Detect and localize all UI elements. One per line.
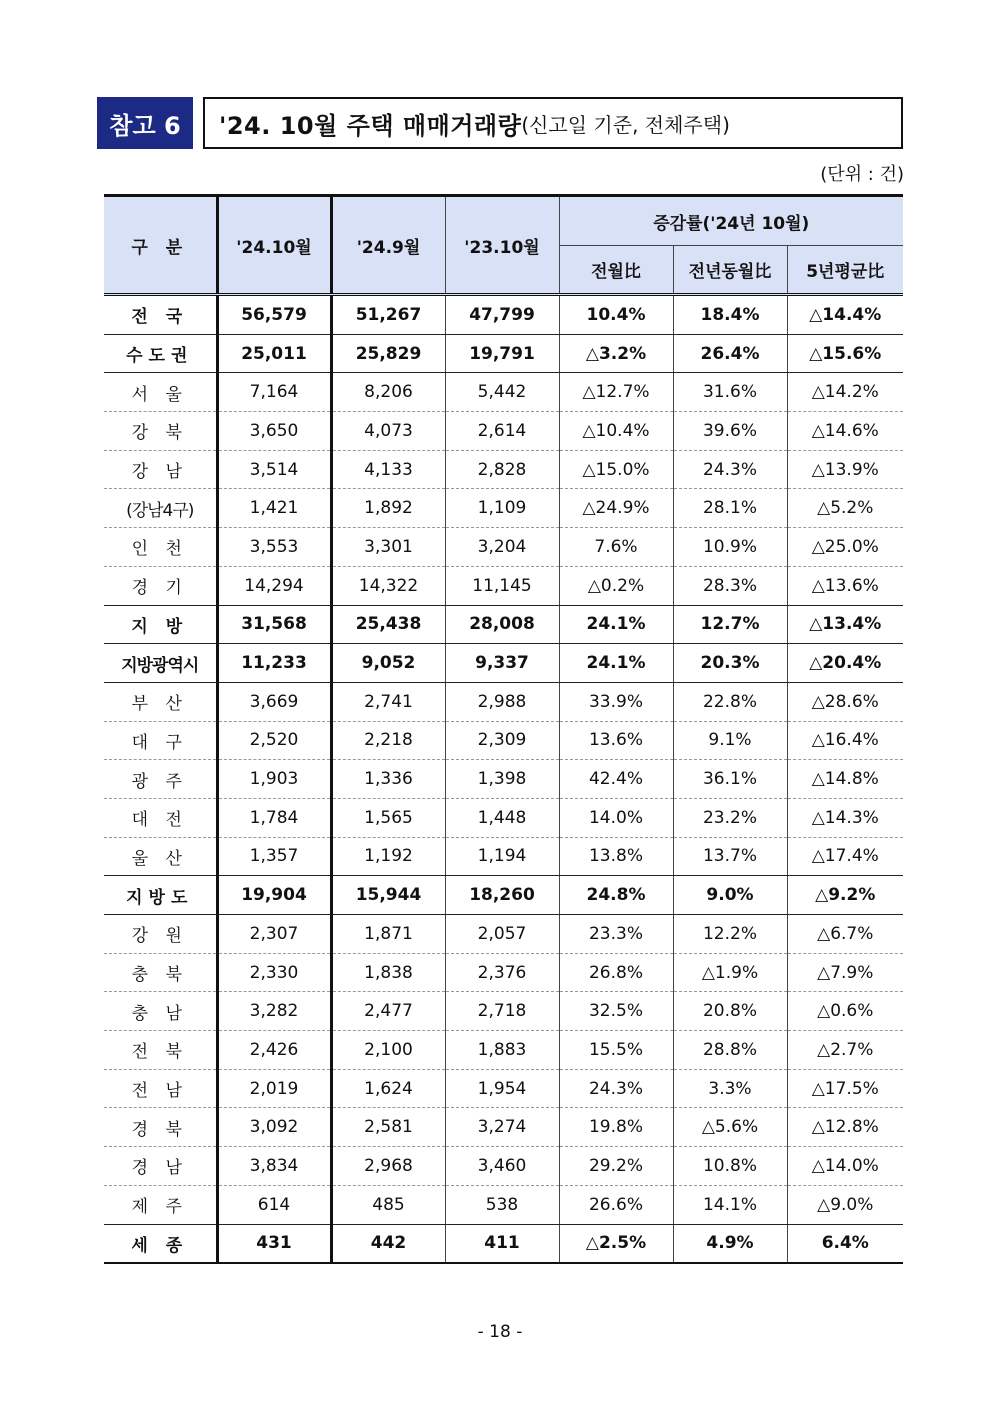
table-row: [104, 876, 903, 915]
value-2410-cell: 3,669: [217, 682, 331, 721]
region-cell: 수도권: [104, 334, 217, 373]
table-row: [104, 412, 903, 451]
value-2409-cell: 442: [331, 1224, 445, 1263]
table-row: [104, 528, 903, 567]
value-2409-cell: 2,477: [331, 992, 445, 1031]
region-cell: 경 남: [104, 1147, 217, 1186]
five-year-rate-cell: △28.6%: [787, 682, 903, 721]
value-2310-cell: 3,204: [445, 528, 559, 567]
region-cell: 광 주: [104, 760, 217, 799]
value-2310-cell: 2,828: [445, 450, 559, 489]
value-2310-cell: 3,460: [445, 1147, 559, 1186]
table-row: [104, 721, 903, 760]
region-cell: 충 북: [104, 953, 217, 992]
title-box: [203, 97, 903, 149]
table-row: [104, 1224, 903, 1263]
value-2310-cell: 1,448: [445, 798, 559, 837]
mom-rate-cell: 15.5%: [559, 1031, 673, 1070]
value-2310-cell: 1,109: [445, 489, 559, 528]
value-2409-cell: 25,829: [331, 334, 445, 373]
mom-rate-cell: 32.5%: [559, 992, 673, 1031]
region-cell: 전 국: [104, 295, 217, 335]
value-2310-cell: 5,442: [445, 373, 559, 412]
mom-rate-cell: 13.6%: [559, 721, 673, 760]
region-cell: 지방도: [104, 876, 217, 915]
value-2410-cell: 3,553: [217, 528, 331, 567]
value-2310-cell: 1,194: [445, 837, 559, 876]
value-2410-cell: 3,282: [217, 992, 331, 1031]
value-2409-cell: 1,565: [331, 798, 445, 837]
yoy-rate-cell: 9.1%: [673, 721, 787, 760]
five-year-rate-cell: △25.0%: [787, 528, 903, 567]
yoy-rate-cell: 4.9%: [673, 1224, 787, 1263]
region-cell: 전 남: [104, 1069, 217, 1108]
five-year-rate-cell: △9.0%: [787, 1185, 903, 1224]
five-year-rate-cell: △13.6%: [787, 566, 903, 605]
mom-rate-cell: △12.7%: [559, 373, 673, 412]
value-2310-cell: 2,309: [445, 721, 559, 760]
value-2310-cell: 18,260: [445, 876, 559, 915]
table-row: [104, 1069, 903, 1108]
value-2410-cell: 3,834: [217, 1147, 331, 1186]
value-2409-cell: 3,301: [331, 528, 445, 567]
yoy-rate-cell: 39.6%: [673, 412, 787, 451]
value-2409-cell: 2,218: [331, 721, 445, 760]
table-row: [104, 489, 903, 528]
mom-rate-cell: 24.1%: [559, 605, 673, 644]
value-2409-cell: 15,944: [331, 876, 445, 915]
mom-rate-cell: 7.6%: [559, 528, 673, 567]
table-row: [104, 953, 903, 992]
value-2410-cell: 2,307: [217, 915, 331, 954]
region-cell: 세 종: [104, 1224, 217, 1263]
region-cell: (강남4구): [104, 489, 217, 528]
header-yoy: 전년동월比: [673, 246, 787, 295]
region-cell: 부 산: [104, 682, 217, 721]
table-row: [104, 605, 903, 644]
region-cell: 대 전: [104, 798, 217, 837]
yoy-rate-cell: 28.3%: [673, 566, 787, 605]
five-year-rate-cell: △6.7%: [787, 915, 903, 954]
region-cell: 강 원: [104, 915, 217, 954]
region-cell: 서 울: [104, 373, 217, 412]
region-cell: 강 북: [104, 412, 217, 451]
value-2410-cell: 1,903: [217, 760, 331, 799]
region-cell: 울 산: [104, 837, 217, 876]
yoy-rate-cell: 10.8%: [673, 1147, 787, 1186]
yoy-rate-cell: 18.4%: [673, 295, 787, 335]
value-2310-cell: 538: [445, 1185, 559, 1224]
mom-rate-cell: 29.2%: [559, 1147, 673, 1186]
yoy-rate-cell: △1.9%: [673, 953, 787, 992]
yoy-rate-cell: 20.3%: [673, 644, 787, 683]
value-2409-cell: 14,322: [331, 566, 445, 605]
yoy-rate-cell: 22.8%: [673, 682, 787, 721]
mom-rate-cell: △0.2%: [559, 566, 673, 605]
mom-rate-cell: 14.0%: [559, 798, 673, 837]
five-year-rate-cell: △14.3%: [787, 798, 903, 837]
five-year-rate-cell: △2.7%: [787, 1031, 903, 1070]
region-cell: 인 천: [104, 528, 217, 567]
value-2310-cell: 411: [445, 1224, 559, 1263]
five-year-rate-cell: △14.6%: [787, 412, 903, 451]
value-2410-cell: 31,568: [217, 605, 331, 644]
page-subtitle: (신고일 기준, 전체주택): [521, 112, 730, 137]
header-2409: '24.9월: [331, 196, 445, 295]
mom-rate-cell: 10.4%: [559, 295, 673, 335]
header-mom: 전월比: [559, 246, 673, 295]
table-body: [104, 295, 903, 1264]
yoy-rate-cell: 26.4%: [673, 334, 787, 373]
value-2410-cell: 25,011: [217, 334, 331, 373]
value-2310-cell: 28,008: [445, 605, 559, 644]
header-region: 구 분: [104, 196, 217, 295]
table-row: [104, 1108, 903, 1147]
yoy-rate-cell: 10.9%: [673, 528, 787, 567]
yoy-rate-cell: 28.8%: [673, 1031, 787, 1070]
value-2409-cell: 1,336: [331, 760, 445, 799]
yoy-rate-cell: 36.1%: [673, 760, 787, 799]
reference-badge: 참고 6: [97, 97, 193, 149]
five-year-rate-cell: △0.6%: [787, 992, 903, 1031]
value-2310-cell: 2,376: [445, 953, 559, 992]
table-row: [104, 682, 903, 721]
five-year-rate-cell: 6.4%: [787, 1224, 903, 1263]
header-rate-group: 증감률('24년 10월): [559, 196, 903, 246]
value-2410-cell: 1,357: [217, 837, 331, 876]
five-year-rate-cell: △7.9%: [787, 953, 903, 992]
five-year-rate-cell: △9.2%: [787, 876, 903, 915]
region-cell: 충 남: [104, 992, 217, 1031]
region-cell: 제 주: [104, 1185, 217, 1224]
value-2410-cell: 11,233: [217, 644, 331, 683]
transaction-table: [104, 194, 903, 1264]
mom-rate-cell: 23.3%: [559, 915, 673, 954]
value-2310-cell: 2,614: [445, 412, 559, 451]
value-2410-cell: 1,784: [217, 798, 331, 837]
region-cell: 전 북: [104, 1031, 217, 1070]
mom-rate-cell: △15.0%: [559, 450, 673, 489]
five-year-rate-cell: △13.9%: [787, 450, 903, 489]
yoy-rate-cell: 12.7%: [673, 605, 787, 644]
five-year-rate-cell: △13.4%: [787, 605, 903, 644]
value-2409-cell: 4,133: [331, 450, 445, 489]
yoy-rate-cell: 9.0%: [673, 876, 787, 915]
value-2410-cell: 2,520: [217, 721, 331, 760]
mom-rate-cell: 26.6%: [559, 1185, 673, 1224]
table-row: [104, 334, 903, 373]
five-year-rate-cell: △17.5%: [787, 1069, 903, 1108]
table-row: [104, 373, 903, 412]
yoy-rate-cell: 14.1%: [673, 1185, 787, 1224]
value-2410-cell: 2,426: [217, 1031, 331, 1070]
mom-rate-cell: 33.9%: [559, 682, 673, 721]
region-cell: 강 남: [104, 450, 217, 489]
mom-rate-cell: 42.4%: [559, 760, 673, 799]
value-2310-cell: 2,057: [445, 915, 559, 954]
five-year-rate-cell: △14.8%: [787, 760, 903, 799]
five-year-rate-cell: △20.4%: [787, 644, 903, 683]
value-2310-cell: 19,791: [445, 334, 559, 373]
five-year-rate-cell: △14.2%: [787, 373, 903, 412]
value-2310-cell: 1,398: [445, 760, 559, 799]
table-row: [104, 450, 903, 489]
value-2409-cell: 1,192: [331, 837, 445, 876]
value-2409-cell: 9,052: [331, 644, 445, 683]
mom-rate-cell: △2.5%: [559, 1224, 673, 1263]
mom-rate-cell: 24.1%: [559, 644, 673, 683]
value-2410-cell: 3,092: [217, 1108, 331, 1147]
value-2409-cell: 25,438: [331, 605, 445, 644]
value-2410-cell: 1,421: [217, 489, 331, 528]
value-2409-cell: 1,871: [331, 915, 445, 954]
value-2409-cell: 2,581: [331, 1108, 445, 1147]
mom-rate-cell: △24.9%: [559, 489, 673, 528]
mom-rate-cell: 19.8%: [559, 1108, 673, 1147]
value-2409-cell: 4,073: [331, 412, 445, 451]
table-row: [104, 1185, 903, 1224]
value-2410-cell: 19,904: [217, 876, 331, 915]
yoy-rate-cell: △5.6%: [673, 1108, 787, 1147]
table-row: [104, 1031, 903, 1070]
yoy-rate-cell: 13.7%: [673, 837, 787, 876]
mom-rate-cell: 26.8%: [559, 953, 673, 992]
value-2410-cell: 2,330: [217, 953, 331, 992]
region-cell: 경 북: [104, 1108, 217, 1147]
value-2409-cell: 2,741: [331, 682, 445, 721]
yoy-rate-cell: 20.8%: [673, 992, 787, 1031]
table-row: [104, 915, 903, 954]
value-2310-cell: 1,883: [445, 1031, 559, 1070]
mom-rate-cell: 24.8%: [559, 876, 673, 915]
mom-rate-cell: △3.2%: [559, 334, 673, 373]
yoy-rate-cell: 24.3%: [673, 450, 787, 489]
yoy-rate-cell: 3.3%: [673, 1069, 787, 1108]
value-2409-cell: 485: [331, 1185, 445, 1224]
value-2410-cell: 3,514: [217, 450, 331, 489]
value-2409-cell: 1,624: [331, 1069, 445, 1108]
mom-rate-cell: 24.3%: [559, 1069, 673, 1108]
value-2310-cell: 47,799: [445, 295, 559, 335]
value-2409-cell: 51,267: [331, 295, 445, 335]
table-row: [104, 644, 903, 683]
page-header: [97, 97, 903, 149]
value-2409-cell: 8,206: [331, 373, 445, 412]
header-2410: '24.10월: [217, 196, 331, 295]
yoy-rate-cell: 12.2%: [673, 915, 787, 954]
value-2410-cell: 14,294: [217, 566, 331, 605]
value-2310-cell: 1,954: [445, 1069, 559, 1108]
header-2310: '23.10월: [445, 196, 559, 295]
mom-rate-cell: △10.4%: [559, 412, 673, 451]
table-row: [104, 566, 903, 605]
mom-rate-cell: 13.8%: [559, 837, 673, 876]
value-2410-cell: 3,650: [217, 412, 331, 451]
region-cell: 대 구: [104, 721, 217, 760]
table-row: [104, 837, 903, 876]
table-row: [104, 798, 903, 837]
value-2410-cell: 431: [217, 1224, 331, 1263]
value-2410-cell: 2,019: [217, 1069, 331, 1108]
value-2310-cell: 3,274: [445, 1108, 559, 1147]
region-cell: 지방광역시: [104, 644, 217, 683]
five-year-rate-cell: △16.4%: [787, 721, 903, 760]
five-year-rate-cell: △15.6%: [787, 334, 903, 373]
value-2310-cell: 9,337: [445, 644, 559, 683]
value-2409-cell: 2,100: [331, 1031, 445, 1070]
page-number: - 18 -: [477, 1322, 523, 1342]
header-5yr-avg: 5년평균比: [787, 246, 903, 295]
value-2409-cell: 2,968: [331, 1147, 445, 1186]
table-row: [104, 760, 903, 799]
table-row: [104, 1147, 903, 1186]
table-row: [104, 992, 903, 1031]
table-row: [104, 295, 903, 335]
yoy-rate-cell: 23.2%: [673, 798, 787, 837]
page-title: '24. 10월 주택 매매거래량: [219, 111, 522, 140]
value-2310-cell: 11,145: [445, 566, 559, 605]
five-year-rate-cell: △5.2%: [787, 489, 903, 528]
yoy-rate-cell: 28.1%: [673, 489, 787, 528]
value-2410-cell: 614: [217, 1185, 331, 1224]
five-year-rate-cell: △12.8%: [787, 1108, 903, 1147]
region-cell: 지 방: [104, 605, 217, 644]
value-2409-cell: 1,892: [331, 489, 445, 528]
unit-label: (단위 : 건): [820, 164, 904, 185]
value-2409-cell: 1,838: [331, 953, 445, 992]
yoy-rate-cell: 31.6%: [673, 373, 787, 412]
five-year-rate-cell: △17.4%: [787, 837, 903, 876]
value-2310-cell: 2,988: [445, 682, 559, 721]
value-2410-cell: 7,164: [217, 373, 331, 412]
five-year-rate-cell: △14.4%: [787, 295, 903, 335]
five-year-rate-cell: △14.0%: [787, 1147, 903, 1186]
region-cell: 경 기: [104, 566, 217, 605]
value-2410-cell: 56,579: [217, 295, 331, 335]
value-2310-cell: 2,718: [445, 992, 559, 1031]
